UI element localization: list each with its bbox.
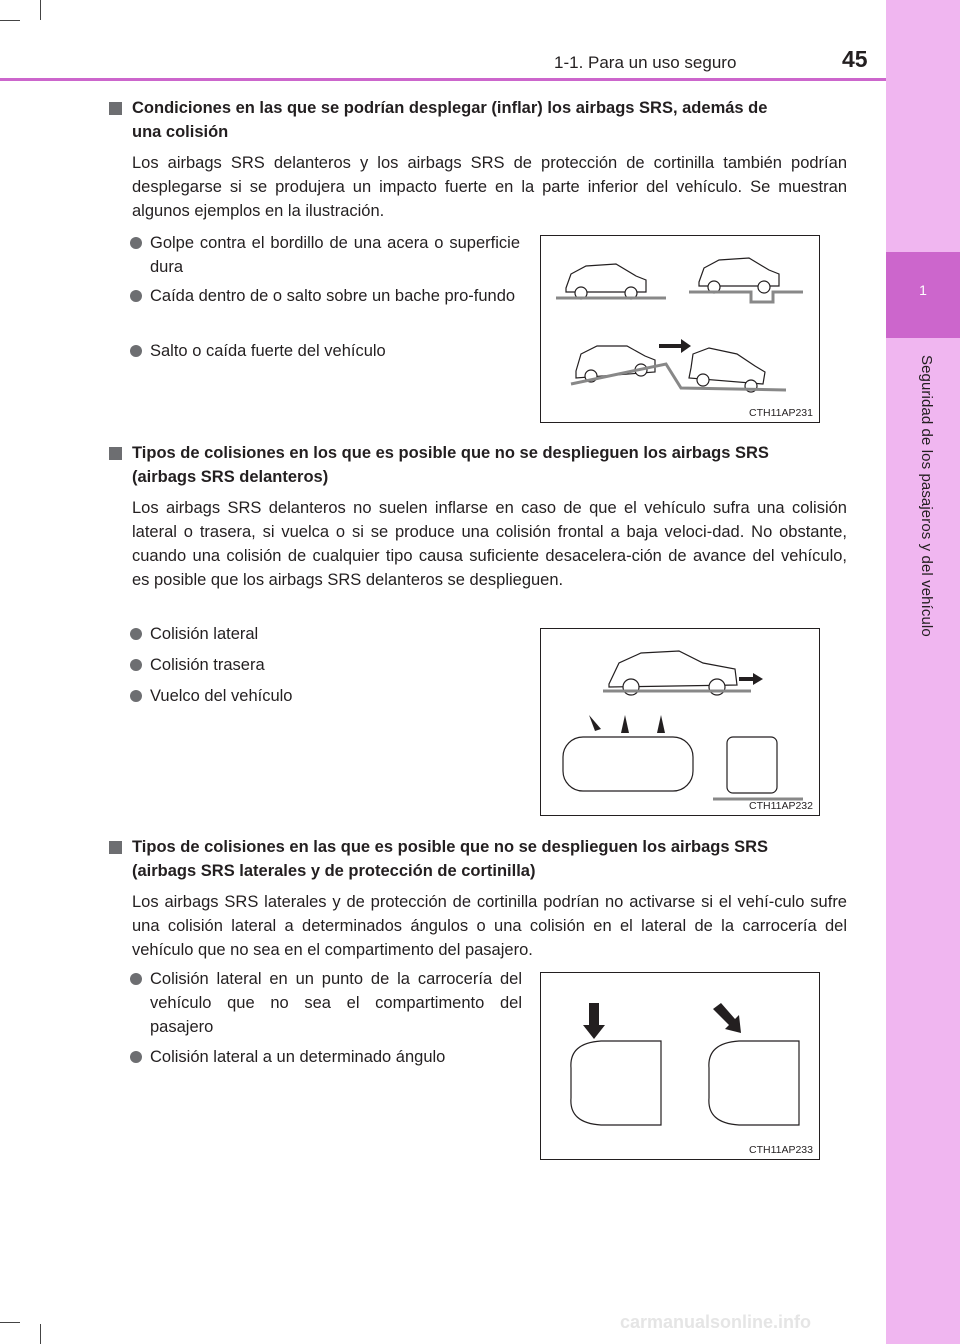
section-heading	[107, 835, 847, 883]
crop-mark	[40, 0, 41, 20]
section-1	[107, 96, 847, 223]
figure-code: CTH11AP232	[748, 800, 813, 812]
square-bullet-icon	[109, 102, 122, 115]
section-heading	[107, 441, 847, 489]
bullet-icon	[130, 1051, 142, 1063]
bullet-icon	[130, 973, 142, 985]
crop-mark	[0, 20, 20, 21]
section-heading	[107, 96, 847, 144]
section-3	[107, 835, 847, 962]
crop-mark	[0, 1322, 20, 1323]
list-item-text: Vuelco del vehículo	[150, 687, 293, 705]
figure-code: CTH11AP231	[748, 407, 813, 419]
heading-line: Condiciones en las que se podrían desplegar (inflar) los airbags SRS, además de	[132, 99, 768, 117]
list-item-text: Colisión trasera	[150, 656, 265, 674]
list-item-text: Salto o caída fuerte del vehículo	[150, 342, 386, 360]
bullet-icon	[130, 345, 142, 357]
section-paragraph: Los airbags SRS laterales y de protección de cortinilla podrían no activarse si el vehí-culo sufre una colisión lateral a determinados ángulos o una colisión en el lateral de la carrocería del vehículo que no sea en el compartimento del pasajero.	[132, 893, 847, 959]
bullet-icon	[130, 628, 142, 640]
chapter-number: 1	[919, 282, 927, 298]
section-paragraph: Los airbags SRS delanteros no suelen inflarse en caso de que el vehículo sufra una colisión lateral o trasera, si vuelca o si se produce una colisión frontal a baja veloci-dad. No obstante, cuando una colisión de cualquier tipo causa suficiente desacelera-ción de avance del vehículo, es posible que los airbags SRS delanteros se desplieguen.	[132, 499, 847, 589]
bullet-icon	[130, 290, 142, 302]
list-item	[130, 1045, 522, 1069]
chapter-title: Seguridad de los pasajeros y del vehículo	[918, 355, 935, 637]
list-item	[130, 622, 520, 646]
bullet-icon	[130, 237, 142, 249]
section-2	[107, 441, 847, 592]
bullet-icon	[130, 659, 142, 671]
list-item	[130, 339, 520, 363]
list-item	[130, 231, 520, 279]
list-item-text: Colisión lateral	[150, 625, 259, 643]
list-item-text: Colisión lateral en un punto de la carrocería del vehículo que no sea el compartimento del pasajero	[150, 970, 522, 1036]
list-item	[130, 284, 520, 308]
car-collision-illustration	[541, 629, 819, 815]
figure-code: CTH11AP233	[748, 1144, 813, 1156]
section-paragraph: Los airbags SRS delanteros y los airbags SRS de protección de cortinilla también podrían desplegarse si se produjera un impacto fuerte en la parte inferior del vehículo. Se muestran algunos ejemplos en la ilustración.	[132, 154, 847, 220]
heading-line: (airbags SRS laterales y de protección de cortinilla)	[132, 862, 536, 880]
header-rule	[0, 78, 886, 81]
list-item	[130, 653, 520, 677]
list-item-text: Golpe contra el bordillo de una acera o superficie dura	[150, 234, 520, 276]
bullet-icon	[130, 690, 142, 702]
car-side-impact-illustration	[541, 973, 819, 1159]
square-bullet-icon	[109, 447, 122, 460]
crop-mark	[40, 1324, 41, 1344]
car-impact-illustration	[541, 236, 819, 422]
figure-undercarriage-impact	[540, 235, 820, 423]
heading-line: Tipos de colisiones en los que es posible que no se desplieguen los airbags SRS	[132, 444, 769, 462]
watermark: carmanualsonline.info	[620, 1312, 812, 1332]
square-bullet-icon	[109, 841, 122, 854]
section-title: 1-1. Para un uso seguro	[554, 53, 737, 72]
list-item	[130, 684, 520, 708]
chapter-sidebar	[886, 0, 960, 1344]
list-item-text: Caída dentro de o salto sobre un bache pro-fundo	[150, 287, 516, 305]
figure-non-deploy-collisions	[540, 628, 820, 816]
heading-line: (airbags SRS delanteros)	[132, 468, 329, 486]
heading-line: una colisión	[132, 123, 229, 141]
list-item-text: Colisión lateral a un determinado ángulo	[150, 1048, 446, 1066]
heading-line: Tipos de colisiones en las que es posible que no se desplieguen los airbags SRS	[132, 838, 769, 856]
figure-side-collisions	[540, 972, 820, 1160]
list-item	[130, 967, 522, 1039]
page-number: 45	[842, 46, 868, 72]
